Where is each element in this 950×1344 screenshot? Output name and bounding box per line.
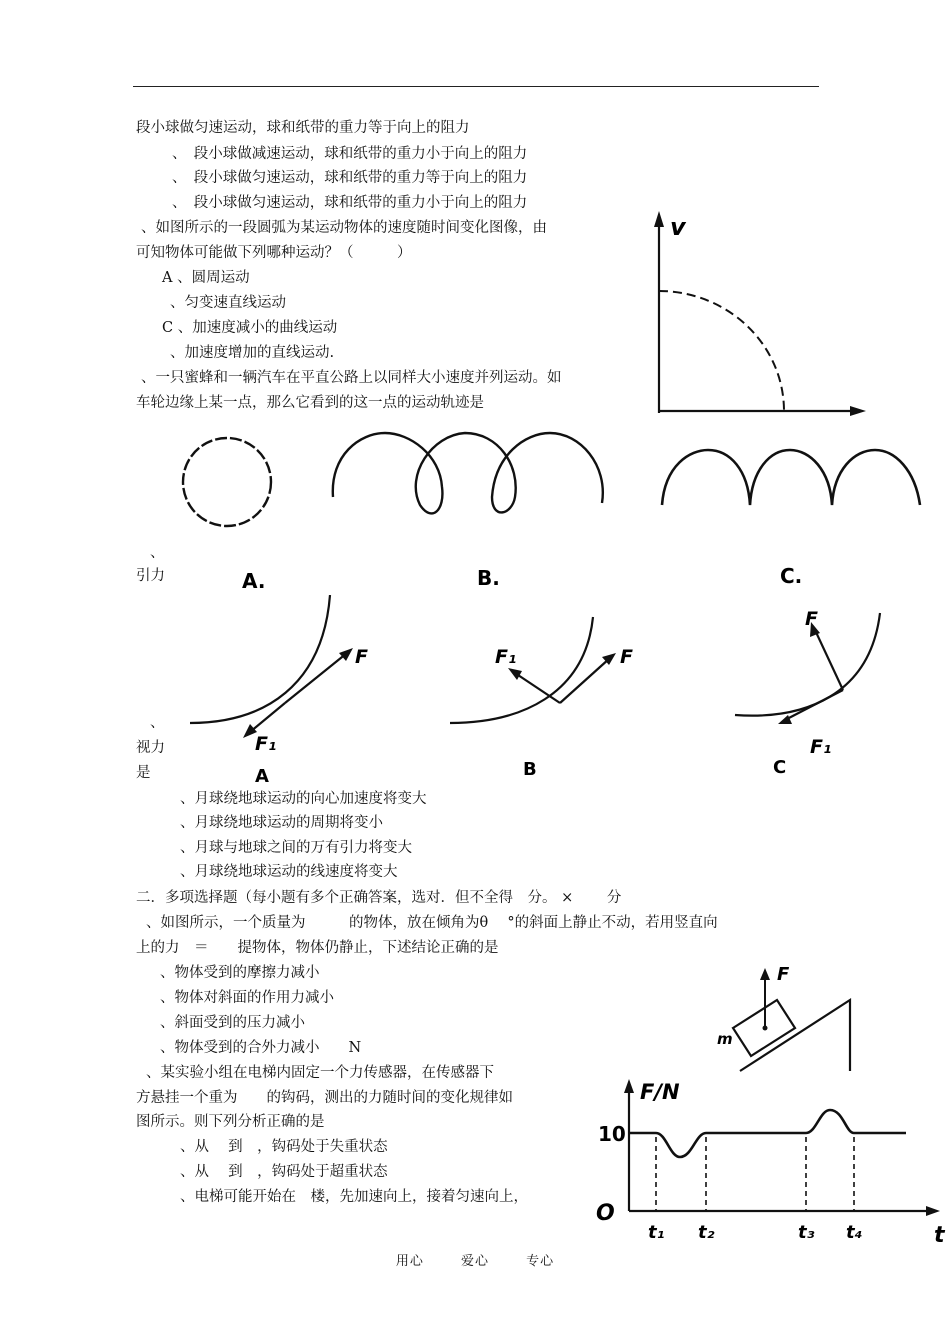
force-f1-arrowhead-b bbox=[508, 668, 522, 680]
footer-word: 用心 bbox=[395, 1254, 424, 1269]
f-axis-arrow bbox=[624, 1079, 634, 1093]
incline-force-label: F bbox=[777, 964, 790, 985]
force-curve bbox=[629, 1110, 906, 1157]
force-f-arrow-a bbox=[285, 653, 347, 703]
force-f1-arrow-c bbox=[785, 690, 843, 720]
trajectory-figure bbox=[170, 415, 940, 595]
option-b: 、匀变速直线运动 bbox=[170, 295, 286, 311]
curve-b bbox=[450, 617, 593, 723]
text-line: 、 段小球做匀速运动，球和纸带的重力小于向上的阻力 bbox=[172, 195, 528, 211]
force-time-graph bbox=[588, 1075, 948, 1250]
header-rule bbox=[133, 86, 819, 87]
moon-option-d: 、月球绕地球运动的线速度将变大 bbox=[180, 864, 398, 880]
force-label-f-c: F bbox=[805, 608, 818, 630]
footer-word: 专心 bbox=[526, 1254, 555, 1269]
f-value-10: 10 bbox=[598, 1122, 626, 1146]
option-c: C 、加速度减小的曲线运动 bbox=[162, 320, 338, 336]
incline-option-d: 、物体受到的合外力减小 N bbox=[160, 1040, 362, 1056]
incline-figure bbox=[715, 958, 865, 1073]
moon-option-b: 、月球绕地球运动的周期将变小 bbox=[180, 815, 383, 831]
force-f1-arrow-b bbox=[515, 673, 560, 703]
vt-graph-figure bbox=[640, 205, 875, 425]
incline-option-a: 、物体受到的摩擦力减小 bbox=[160, 965, 320, 981]
question-bee-line1: 、一只蜜蜂和一辆汽车在平直公路上以同样大小速度并列运动。如 bbox=[141, 370, 562, 386]
elevator-option-c: 、电梯可能开始在 楼，先加速向上，接着匀速向上， bbox=[180, 1189, 528, 1205]
question-elevator-line2: 方悬挂一个重为 的钩码，测出的力随时间的变化规律如 bbox=[136, 1090, 513, 1106]
t2-label: t₂ bbox=[698, 1222, 715, 1243]
footer-word: 爱心 bbox=[460, 1254, 489, 1269]
force-label-f1-a: F₁ bbox=[255, 733, 277, 755]
t1-label: t₁ bbox=[648, 1222, 665, 1243]
v-axis-label: v bbox=[670, 213, 686, 241]
section-2-title: 二．多项选择题（每小题有多个正确答案，选对．但不全得 分。 × 分 bbox=[136, 890, 622, 906]
v-axis-arrow bbox=[654, 211, 664, 227]
force-f1-arrow-a bbox=[250, 703, 285, 732]
text-fragment: 是 bbox=[136, 765, 151, 781]
force-diagram-label-a: A bbox=[255, 766, 269, 787]
option-a: A 、圆周运动 bbox=[162, 270, 250, 286]
text-fragment: 、 bbox=[150, 545, 165, 561]
question-elevator-line1: 、某实验小组在电梯内固定一个力传感器，在传感器下 bbox=[146, 1065, 494, 1081]
force-label-f-b: F bbox=[620, 646, 633, 668]
velocity-arc bbox=[659, 291, 784, 411]
f-axis-label: F/N bbox=[640, 1080, 680, 1104]
text-line: 、 段小球做匀速运动，球和纸带的重力等于向上的阻力 bbox=[172, 170, 528, 186]
origin-label: O bbox=[596, 1201, 615, 1226]
trajectory-c-curve bbox=[662, 450, 920, 505]
question-incline-line2: 上的力 ＝ 提物体，物体仍静止，下述结论正确的是 bbox=[136, 940, 499, 956]
mass-label: m bbox=[717, 1030, 733, 1048]
trajectory-label-c: C. bbox=[780, 564, 803, 588]
t-axis-label-ft: t bbox=[934, 1223, 945, 1248]
moon-option-c: 、月球与地球之间的万有引力将变大 bbox=[180, 840, 412, 856]
force-label-f-a: F bbox=[355, 646, 368, 668]
text-fragment: 引力 bbox=[136, 568, 165, 584]
question-vt-line1: 、如图所示的一段圆弧为某运动物体的速度随时间变化图像，由 bbox=[141, 220, 547, 236]
text-line: 、 段小球做减速运动，球和纸带的重力小于向上的阻力 bbox=[172, 146, 528, 162]
force-f-arrowhead bbox=[760, 968, 770, 980]
force-diagram-label-b: B bbox=[523, 759, 537, 780]
trajectory-label-a: A. bbox=[242, 569, 266, 593]
question-elevator-line3: 图所示。则下列分析正确的是 bbox=[136, 1114, 325, 1130]
t3-label: t₃ bbox=[798, 1222, 815, 1243]
force-diagrams-figure bbox=[175, 595, 900, 795]
force-diagram-label-c: C bbox=[773, 757, 787, 778]
text-line: 段小球做匀速运动，球和纸带的重力等于向上的阻力 bbox=[136, 120, 470, 136]
incline-option-c: 、斜面受到的压力减小 bbox=[160, 1015, 305, 1031]
curve-a bbox=[190, 595, 330, 723]
question-incline-line1: 、如图所示，一个质量为 的物体，放在倾角为θ °的斜面上静止不动，若用竖直向 bbox=[146, 915, 718, 931]
elevator-option-a: 、从 到 ，钩码处于失重状态 bbox=[180, 1139, 388, 1155]
trajectory-b-curve bbox=[333, 433, 603, 513]
incline-option-b: 、物体对斜面的作用力减小 bbox=[160, 990, 334, 1006]
page-footer bbox=[0, 1250, 950, 1269]
option-d: 、加速度增加的直线运动. bbox=[170, 345, 335, 361]
force-label-f1-b: F₁ bbox=[495, 646, 517, 668]
text-fragment: 视力 bbox=[136, 740, 165, 756]
t-axis-ft-arrow bbox=[926, 1206, 940, 1216]
question-bee-line2: 车轮边缘上某一点，那么它看到的这一点的运动轨迹是 bbox=[136, 395, 484, 411]
force-f-arrow-c bbox=[815, 630, 843, 690]
question-vt-line2: 可知物体可能做下列哪种运动？（ ） bbox=[136, 245, 412, 261]
elevator-option-b: 、从 到 ，钩码处于超重状态 bbox=[180, 1164, 388, 1180]
moon-option-a: 、月球绕地球运动的向心加速度将变大 bbox=[180, 791, 427, 807]
trajectory-a-circle bbox=[183, 438, 271, 526]
force-label-f1-c: F₁ bbox=[810, 736, 832, 758]
incline-surface bbox=[740, 1000, 850, 1071]
t4-label: t₄ bbox=[846, 1222, 863, 1243]
trajectory-label-b: B. bbox=[477, 566, 500, 590]
text-fragment: 、 bbox=[150, 715, 165, 731]
